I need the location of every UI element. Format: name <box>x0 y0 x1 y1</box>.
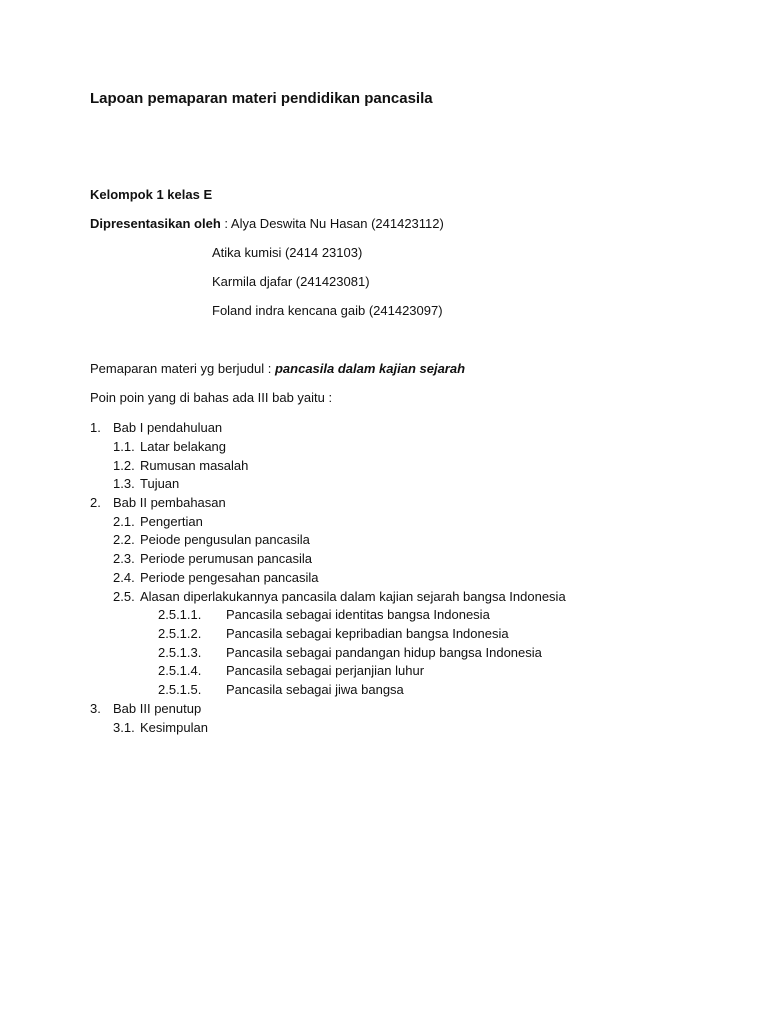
outline-number: 1.3. <box>113 476 135 491</box>
topic-prefix: Pemaparan materi yg berjudul : <box>90 361 275 376</box>
presenters-label: Dipresentasikan oleh <box>90 216 221 231</box>
outline-number: 2. <box>90 495 101 510</box>
outline-text: Periode pengesahan pancasila <box>140 570 319 585</box>
outline-number: 2.5.1.3. <box>158 645 202 660</box>
outline-number: 2.2. <box>113 532 135 547</box>
outline-number: 2.5.1.2. <box>158 626 202 641</box>
outline-number: 3.1. <box>113 720 135 735</box>
outline-text: Pancasila sebagai jiwa bangsa <box>226 682 404 697</box>
presenters-line <box>90 216 444 232</box>
presenter-name: Alya Deswita Nu Hasan (241423112) <box>230 216 444 231</box>
points-intro: Poin poin yang di bahas ada III bab yaitu : <box>90 390 333 405</box>
presenter-name: Karmila djafar (241423081) <box>212 274 370 289</box>
outline-number: 2.3. <box>113 551 135 566</box>
outline-number: 2.4. <box>113 570 135 585</box>
outline-text: Pancasila sebagai kepribadian bangsa Indonesia <box>226 626 509 641</box>
outline-number: 2.5. <box>113 589 135 604</box>
outline-text: Latar belakang <box>140 439 227 454</box>
outline-text: Tujuan <box>140 476 180 491</box>
outline-number: 2.5.1.5. <box>158 682 202 697</box>
outline-number: 1. <box>90 420 101 435</box>
outline-text: Bab III penutup <box>113 701 202 716</box>
outline-text: Rumusan masalah <box>140 458 249 473</box>
outline-number: 2.1. <box>113 514 135 529</box>
outline-text: Pengertian <box>140 514 203 529</box>
outline-text: Bab I pendahuluan <box>113 420 223 435</box>
outline-text: Bab II pembahasan <box>113 495 226 510</box>
group-label: Kelompok 1 kelas E <box>90 187 213 202</box>
outline-text: Pancasila sebagai pandangan hidup bangsa Indonesia <box>226 645 542 660</box>
topic-line <box>90 361 465 377</box>
outline-text: Kesimpulan <box>140 720 208 735</box>
outline-number: 2.5.1.1. <box>158 607 202 622</box>
outline-item <box>90 420 101 436</box>
outline-text: Peiode pengusulan pancasila <box>140 532 310 547</box>
outline-number: 1.1. <box>113 439 135 454</box>
outline-number: 3. <box>90 701 101 716</box>
outline-number: 1.2. <box>113 458 135 473</box>
outline-text: Alasan diperlakukannya pancasila dalam kajian sejarah bangsa Indonesia <box>140 589 566 604</box>
outline-text: Pancasila sebagai perjanjian luhur <box>226 663 425 678</box>
document-title: Lapoan pemaparan materi pendidikan pancasila <box>90 90 433 107</box>
presenter-name: Foland indra kencana gaib (241423097) <box>212 303 443 318</box>
outline-text: Pancasila sebagai identitas bangsa Indonesia <box>226 607 490 622</box>
outline-text: Periode perumusan pancasila <box>140 551 312 566</box>
outline-number: 2.5.1.4. <box>158 663 202 678</box>
presenter-name: Atika kumisi (2414 23103) <box>212 245 363 260</box>
topic-title: pancasila dalam kajian sejarah <box>274 361 466 376</box>
presenters-separator: : <box>220 216 231 231</box>
